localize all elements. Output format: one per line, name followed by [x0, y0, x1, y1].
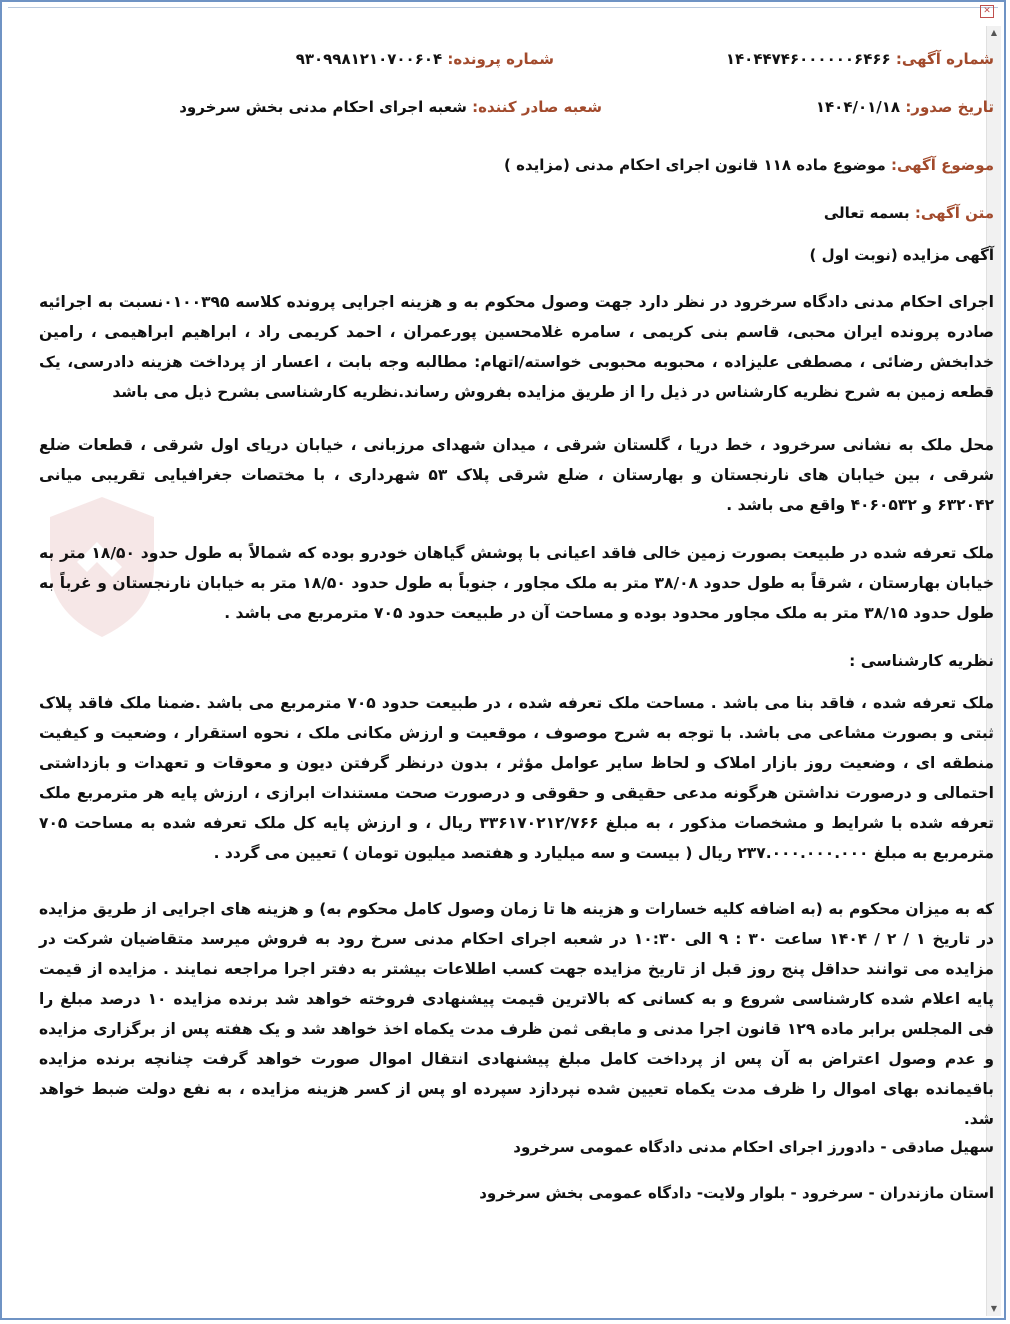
issuer-value: شعبه اجرای احکام مدنی بخش سرخرود — [179, 98, 467, 116]
subject-value: موضوع ماده ۱۱۸ قانون اجرای احکام مدنی (مزایده ) — [504, 156, 886, 174]
notice-number-value: ۱۴۰۴۴۷۴۶۰۰۰۰۰۰۶۴۶۶ — [725, 50, 891, 68]
basmala: بسمه تعالی — [823, 204, 910, 222]
issuer — [179, 98, 602, 116]
subject-label: موضوع آگهی: — [890, 156, 994, 174]
issue-date — [816, 98, 994, 116]
paragraph-boundaries: ملک تعرفه شده در طبیعت بصورت زمین خالی فاقد اعیانی با پوشش گیاهان خودرو بوده که شمالاً به طول حدود ۱۸/۵۰ متر به خیابان بهارستان ، شرقاً به طول حدود ۳۸/۰۸ متر به ملک مجاور ، جنوباً به طول حدود ۱۸/۵۰ متر به خیابان نارنجستان و غرباً به طول حدود ۳۸/۱۵ متر به ملک مجاور محدود بوده و مساحت آن در طبیعت حدود ۷۰۵ مترمربع می باشد . — [39, 544, 994, 622]
case-number — [296, 50, 554, 68]
expert-opinion-heading: نظریه کارشناسی : — [849, 652, 994, 670]
notice-title: آگهی مزایده (نوبت اول ) — [809, 246, 994, 264]
paragraph-auction-terms: که به میزان محکوم به (به اضافه کلیه خسارات و هزینه ها تا زمان وصول کامل محکوم به) و هزینه های اجرایی از طریق مزایده در تاریخ ۱ / ۲ / ۱۴۰۴ ساعت ۳۰ : ۹ الی ۱۰:۳۰ در شعبه اجرای احکام مدنی سرخ رود به فروش میرسد متقاضیان شرکت در مزایده می توانند حداقل پنج روز قبل از تاریخ مزایده جهت کسب اطلاعات بیشتر به دفتر اجرا مراجعه نمایند . مزایده از قیمت پایه اعلام شده کارشناسی شروع و به کسانی که بالاترین قیمت پیشنهادی فروخته خواهد شد برنده مزایده ۱۰ درصد مبلغ را فی المجلس برابر ماده ۱۲۹ قانون اجرا مدنی و مابقی ثمن ظرف مدت یکماه اخذ خواهد شد و یک هفته پس از برگزاری مزایده و عدم وصول اعتراض به آن پس از پرداخت کامل مبلغ پیشنهادی انتقال اموال صورت خواهد گرفت چنانچه برنده مزایده باقیمانده بهای اموال را ظرف مدت یکماه تعیین شده نپردازد سپرده او پس از کسر هزینه مزایده ، به نفع دولت ضبط خواهد شد. — [39, 900, 994, 1128]
scroll-down-icon[interactable]: ▼ — [990, 1304, 998, 1313]
subject-row — [504, 156, 994, 174]
body-label-row — [824, 204, 994, 222]
signature: سهیل صادقی - دادورز اجرای احکام مدنی دادگاه عمومی سرخرود — [513, 1138, 994, 1156]
issuer-label: شعبه صادر کننده: — [472, 98, 602, 116]
issue-date-label: تاریخ صدور: — [905, 98, 994, 116]
close-icon[interactable]: ✕ — [980, 5, 994, 18]
notice-number-label: شماره آگهی: — [895, 50, 994, 68]
case-number-label: شماره پرونده: — [447, 50, 554, 68]
paragraph-intro: اجرای احکام مدنی دادگاه سرخرود در نظر دارد جهت وصول محکوم به و هزینه اجرایی پرونده کلاسه ۰۱۰۰۳۹۵نسبت به اجرائیه صادره پرونده ایران محبی، قاسم بنی کریمی ، سامره غلامحسین پورعمران ، احمد کریمی راد ، ابراهیم ابراهیمی ، رامین خدابخش رضائی ، مصطفی علیزاده ، محبوبه محبوبی خواسته/اتهام: مطالبه وجه بابت ، اعسار از پرداخت هزینه دادرسی، یک قطعه زمین به شرح نظریه کارشناس در ذیل را از طریق مزایده بفروش رساند.نظریه کارشناسی بشرح ذیل می باشد — [39, 293, 994, 401]
issue-date-value: ۱۴۰۴/۰۱/۱۸ — [815, 98, 901, 116]
scroll-up-icon[interactable]: ▲ — [990, 28, 998, 37]
case-number-value: ۹۳۰۹۹۸۱۲۱۰۷۰۰۶۰۴ — [295, 50, 443, 68]
paragraph-location: محل ملک به نشانی سرخرود ، خط دریا ، گلستان شرقی ، میدان شهدای مرزبانی ، خیابان دریای اول شرقی ، قطعات ضلع شرقی ، بین خیابان های نارنجستان و بهارستان ، ضلع شرقی پلاک ۵۳ شهرداری ، با مختصات جغرافیایی تقریبی میانی ۶۳۲۰۴۲ و ۴۰۶۰۵۳۲ واقع می باشد . — [39, 436, 994, 514]
window-top-bar — [8, 7, 998, 14]
paragraph-expert-opinion: ملک تعرفه شده ، فاقد بنا می باشد . مساحت ملک تعرفه شده ، در طبیعت حدود ۷۰۵ مترمربع می باشد .ضمنا ملک فاقد پلاک ثبتی و بصورت مشاعی می باشد. با توجه به شرح موصوف ، موقعیت و ارزش مکانی ملک ، نحوه استقرار ، وضعیت و کیفیت منطقه ای ، وضعیت روز بازار املاک و لحاظ سایر عوامل مؤثر ، بدون درنظر گرفتن دیون و معوقات و تعهدات و بازداشتی احتمالی و درصورت نداشتن هرگونه مدعی حقیقی و حقوقی و درصورت صحت مستندات ابرازی ، ارزش پایه هر مترمربع ملک تعرفه شده با شرایط و مشخصات مذکور ، به مبلغ ۳۳۶۱۷۰۲۱۲/۷۶۶ ریال ، و ارزش پایه کل ملک تعرفه شده به مساحت ۷۰۵ مترمربع به مبلغ ۲۳۷.۰۰۰.۰۰۰.۰۰۰ ریال ( بیست و سه میلیارد و هفتصد میلیون تومان ) تعیین می گردد . — [39, 694, 994, 862]
notice-number — [726, 50, 994, 68]
address: استان مازندران - سرخرود - بلوار ولایت- دادگاه عمومی بخش سرخرود — [479, 1184, 994, 1202]
body-label: متن آگهی: — [914, 204, 994, 222]
